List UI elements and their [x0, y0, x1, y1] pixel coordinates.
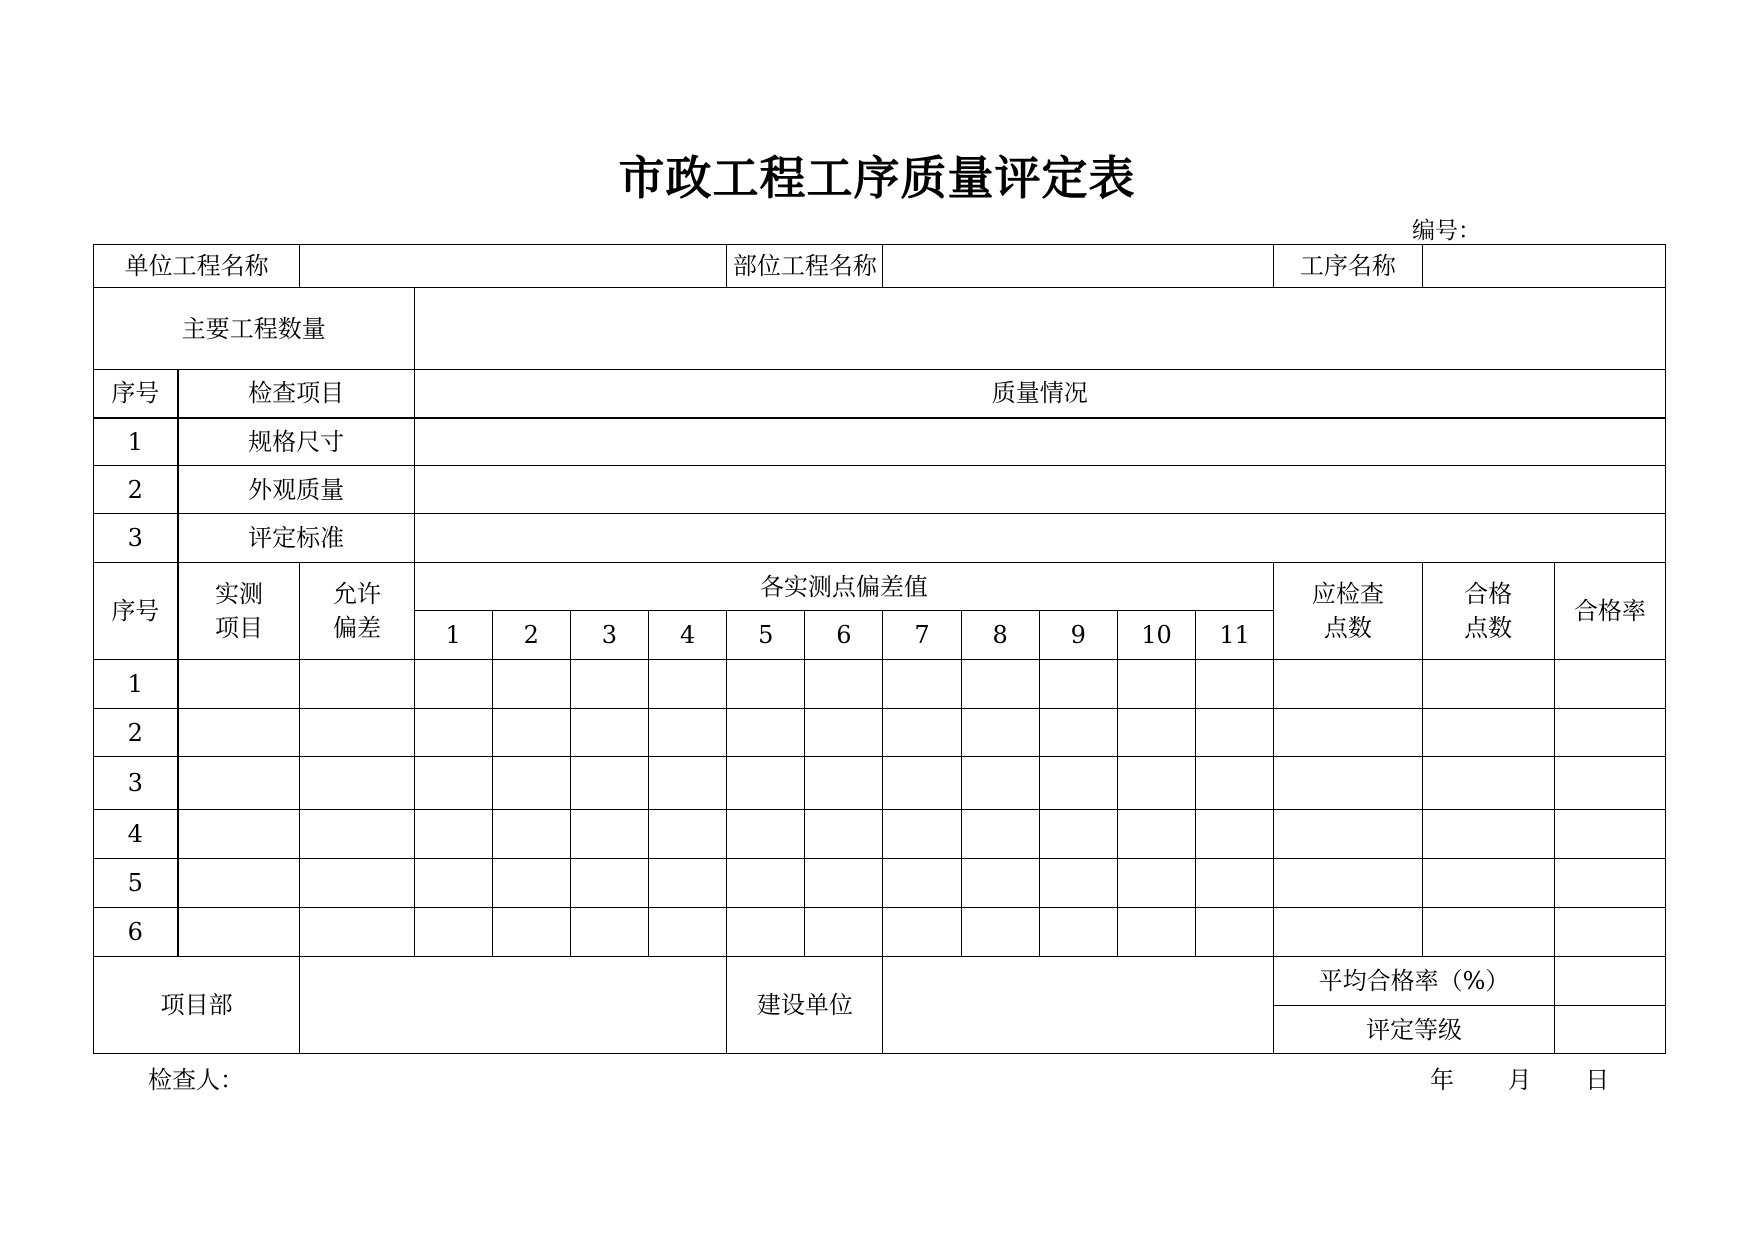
deviation-cell[interactable] — [1117, 660, 1195, 709]
deviation-cell[interactable] — [1039, 859, 1117, 908]
tolerance-field[interactable] — [300, 810, 414, 859]
point-number: 1 — [414, 611, 492, 660]
deviation-cell[interactable] — [805, 757, 883, 810]
deviation-cell[interactable] — [961, 859, 1039, 908]
unit-project-field[interactable] — [300, 245, 727, 288]
deviation-cell[interactable] — [414, 810, 492, 859]
deviation-cell[interactable] — [727, 757, 805, 810]
measure-col-should-check — [1274, 563, 1422, 660]
tolerance-field[interactable] — [300, 660, 414, 709]
measure-seq: 5 — [94, 859, 178, 908]
should-check-field[interactable] — [1274, 660, 1422, 709]
deviation-cell[interactable] — [1196, 660, 1274, 709]
builder-field[interactable] — [883, 957, 1274, 1054]
should-check-field[interactable] — [1274, 810, 1422, 859]
deviation-cell[interactable] — [570, 757, 648, 810]
point-number: 11 — [1196, 611, 1274, 660]
deviation-cell[interactable] — [1117, 757, 1195, 810]
measure-col-tolerance-line1: 允许 — [332, 580, 381, 608]
deviation-cell[interactable] — [648, 908, 726, 957]
year-label: 年 — [1430, 1066, 1454, 1094]
deviation-cell[interactable] — [1196, 709, 1274, 757]
deviation-cell[interactable] — [570, 660, 648, 709]
pass-points-field[interactable] — [1422, 908, 1554, 957]
point-number: 3 — [570, 611, 648, 660]
point-number: 8 — [961, 611, 1039, 660]
process-name-label: 工序名称 — [1274, 245, 1422, 288]
pass-rate-field[interactable] — [1554, 757, 1665, 810]
deviation-cell[interactable] — [1196, 908, 1274, 957]
measure-row — [94, 757, 1666, 810]
measure-row — [94, 709, 1666, 757]
point-number: 6 — [805, 611, 883, 660]
check-row — [94, 466, 1666, 514]
header-row — [94, 245, 1666, 288]
check-item: 规格尺寸 — [178, 418, 414, 466]
check-quality-field[interactable] — [414, 514, 1665, 563]
pass-rate-field[interactable] — [1554, 660, 1665, 709]
form-title: 市政工程工序质量评定表 — [618, 151, 1136, 205]
measure-col-seq: 序号 — [94, 563, 178, 660]
pass-rate-field[interactable] — [1554, 810, 1665, 859]
deviation-cell[interactable] — [492, 660, 570, 709]
tolerance-field[interactable] — [300, 908, 414, 957]
deviation-cell[interactable] — [492, 908, 570, 957]
check-quality-field[interactable] — [414, 418, 1665, 466]
deviation-cell[interactable] — [414, 660, 492, 709]
measure-item-field[interactable] — [178, 908, 300, 957]
should-check-field[interactable] — [1274, 908, 1422, 957]
measure-col-item — [178, 563, 300, 660]
deviation-cell[interactable] — [805, 810, 883, 859]
measure-item-field[interactable] — [178, 757, 300, 810]
check-row — [94, 514, 1666, 563]
measure-seq: 3 — [94, 757, 178, 810]
tolerance-field[interactable] — [300, 859, 414, 908]
day-label: 日 — [1585, 1066, 1610, 1094]
measure-col-pass-points — [1422, 563, 1554, 660]
check-quality-field[interactable] — [414, 466, 1665, 514]
deviation-cell[interactable] — [648, 660, 726, 709]
point-number: 7 — [883, 611, 961, 660]
part-project-field[interactable] — [883, 245, 1274, 288]
deviation-cell[interactable] — [414, 709, 492, 757]
pass-points-field[interactable] — [1422, 859, 1554, 908]
deviation-cell[interactable] — [883, 660, 961, 709]
measure-col-pass-points-line2: 点数 — [1464, 614, 1513, 642]
measure-seq: 2 — [94, 709, 178, 757]
deviation-cell[interactable] — [883, 859, 961, 908]
deviation-cell[interactable] — [1039, 709, 1117, 757]
check-col-quality: 质量情况 — [414, 370, 1665, 418]
deviation-cell[interactable] — [414, 908, 492, 957]
check-item: 评定标准 — [178, 514, 414, 563]
deviation-cell[interactable] — [1117, 908, 1195, 957]
should-check-field[interactable] — [1274, 859, 1422, 908]
deviation-cell[interactable] — [492, 709, 570, 757]
measure-col-should-check-line2: 点数 — [1323, 614, 1372, 642]
deviation-cell[interactable] — [1039, 757, 1117, 810]
measure-item-field[interactable] — [178, 859, 300, 908]
point-number: 4 — [648, 611, 726, 660]
deviation-cell[interactable] — [883, 810, 961, 859]
date-line — [1430, 1060, 1637, 1095]
project-dept-field[interactable] — [300, 957, 727, 1054]
deviation-cell[interactable] — [727, 810, 805, 859]
bottom-row-1 — [94, 957, 1666, 1006]
deviation-cell[interactable] — [414, 859, 492, 908]
measure-seq: 4 — [94, 810, 178, 859]
main-quantity-field[interactable] — [414, 288, 1665, 370]
should-check-field[interactable] — [1274, 757, 1422, 810]
tolerance-field[interactable] — [300, 709, 414, 757]
part-project-label: 部位工程名称 — [727, 245, 883, 288]
deviation-cell[interactable] — [492, 810, 570, 859]
measure-row — [94, 908, 1666, 957]
grade-field[interactable] — [1554, 1006, 1665, 1054]
deviation-cell[interactable] — [648, 757, 726, 810]
check-seq: 2 — [94, 466, 178, 514]
deviation-cell[interactable] — [570, 859, 648, 908]
measure-col-item-line1: 实测 — [215, 580, 263, 608]
point-number: 5 — [727, 611, 805, 660]
deviation-cell[interactable] — [961, 709, 1039, 757]
measure-seq: 1 — [94, 660, 178, 709]
deviation-cell[interactable] — [492, 757, 570, 810]
deviation-cell[interactable] — [883, 908, 961, 957]
deviation-cell[interactable] — [805, 709, 883, 757]
check-col-seq: 序号 — [94, 370, 178, 418]
deviation-cell[interactable] — [492, 859, 570, 908]
deviation-cell[interactable] — [1196, 859, 1274, 908]
measure-header-row-1 — [94, 563, 1666, 611]
avg-pass-rate-field[interactable] — [1554, 957, 1665, 1006]
month-label: 月 — [1507, 1066, 1532, 1094]
pass-points-field[interactable] — [1422, 709, 1554, 757]
deviation-cell[interactable] — [961, 660, 1039, 709]
deviation-cell[interactable] — [570, 810, 648, 859]
deviation-cell[interactable] — [961, 757, 1039, 810]
deviation-cell[interactable] — [1039, 660, 1117, 709]
measure-item-field[interactable] — [178, 660, 300, 709]
process-name-field[interactable] — [1422, 245, 1666, 288]
project-dept-label: 项目部 — [94, 957, 300, 1054]
point-number: 9 — [1039, 611, 1117, 660]
measure-row — [94, 859, 1666, 908]
serial-number-label: 编号： — [1412, 218, 1481, 244]
measure-col-should-check-line1: 应检查 — [1311, 580, 1384, 608]
measure-row — [94, 660, 1666, 709]
check-header-row — [94, 370, 1666, 418]
deviation-cell[interactable] — [727, 908, 805, 957]
check-col-item: 检查项目 — [178, 370, 414, 418]
main-quantity-label: 主要工程数量 — [94, 288, 415, 370]
measure-seq: 6 — [94, 908, 178, 957]
measure-col-item-line2: 项目 — [215, 614, 263, 642]
measure-item-field[interactable] — [178, 709, 300, 757]
should-check-field[interactable] — [1274, 709, 1422, 757]
deviation-cell[interactable] — [961, 810, 1039, 859]
deviation-cell[interactable] — [648, 810, 726, 859]
deviation-cell[interactable] — [1039, 908, 1117, 957]
deviation-cell[interactable] — [883, 757, 961, 810]
check-row — [94, 418, 1666, 466]
measure-col-pass-rate: 合格率 — [1554, 563, 1665, 660]
deviation-cell[interactable] — [805, 908, 883, 957]
deviation-cell[interactable] — [805, 859, 883, 908]
point-number: 10 — [1117, 611, 1195, 660]
measure-item-field[interactable] — [178, 810, 300, 859]
deviation-cell[interactable] — [1196, 757, 1274, 810]
measure-col-tolerance — [300, 563, 414, 660]
deviation-cell[interactable] — [805, 660, 883, 709]
check-seq: 1 — [94, 418, 178, 466]
pass-rate-field[interactable] — [1554, 908, 1665, 957]
pass-points-field[interactable] — [1422, 757, 1554, 810]
deviation-cell[interactable] — [1196, 810, 1274, 859]
pass-rate-field[interactable] — [1554, 709, 1665, 757]
quality-assessment-table — [93, 244, 1666, 1054]
pass-rate-field[interactable] — [1554, 859, 1665, 908]
deviation-cell[interactable] — [883, 709, 961, 757]
deviation-cell[interactable] — [727, 660, 805, 709]
unit-project-label: 单位工程名称 — [94, 245, 300, 288]
measure-col-pass-points-line1: 合格 — [1464, 580, 1513, 608]
deviation-cell[interactable] — [648, 859, 726, 908]
deviation-cell[interactable] — [1117, 709, 1195, 757]
main-quantity-row — [94, 288, 1666, 370]
deviation-cell[interactable] — [648, 709, 726, 757]
deviation-cell[interactable] — [727, 709, 805, 757]
deviation-cell[interactable] — [1039, 810, 1117, 859]
measure-row — [94, 810, 1666, 859]
inspector-label: 检查人： — [148, 1066, 244, 1094]
deviation-cell[interactable] — [570, 709, 648, 757]
point-number: 2 — [492, 611, 570, 660]
deviation-cell[interactable] — [961, 908, 1039, 957]
check-seq: 3 — [94, 514, 178, 563]
tolerance-field[interactable] — [300, 757, 414, 810]
grade-label: 评定等级 — [1274, 1006, 1555, 1054]
deviation-cell[interactable] — [1117, 810, 1195, 859]
pass-points-field[interactable] — [1422, 660, 1554, 709]
deviation-cell[interactable] — [727, 859, 805, 908]
measure-col-tolerance-line2: 偏差 — [332, 614, 381, 642]
deviation-values-header: 各实测点偏差值 — [414, 563, 1274, 611]
pass-points-field[interactable] — [1422, 810, 1554, 859]
builder-label: 建设单位 — [727, 957, 883, 1054]
avg-pass-rate-label: 平均合格率（%） — [1274, 957, 1555, 1006]
deviation-cell[interactable] — [570, 908, 648, 957]
deviation-cell[interactable] — [414, 757, 492, 810]
check-item: 外观质量 — [178, 466, 414, 514]
deviation-cell[interactable] — [1117, 859, 1195, 908]
